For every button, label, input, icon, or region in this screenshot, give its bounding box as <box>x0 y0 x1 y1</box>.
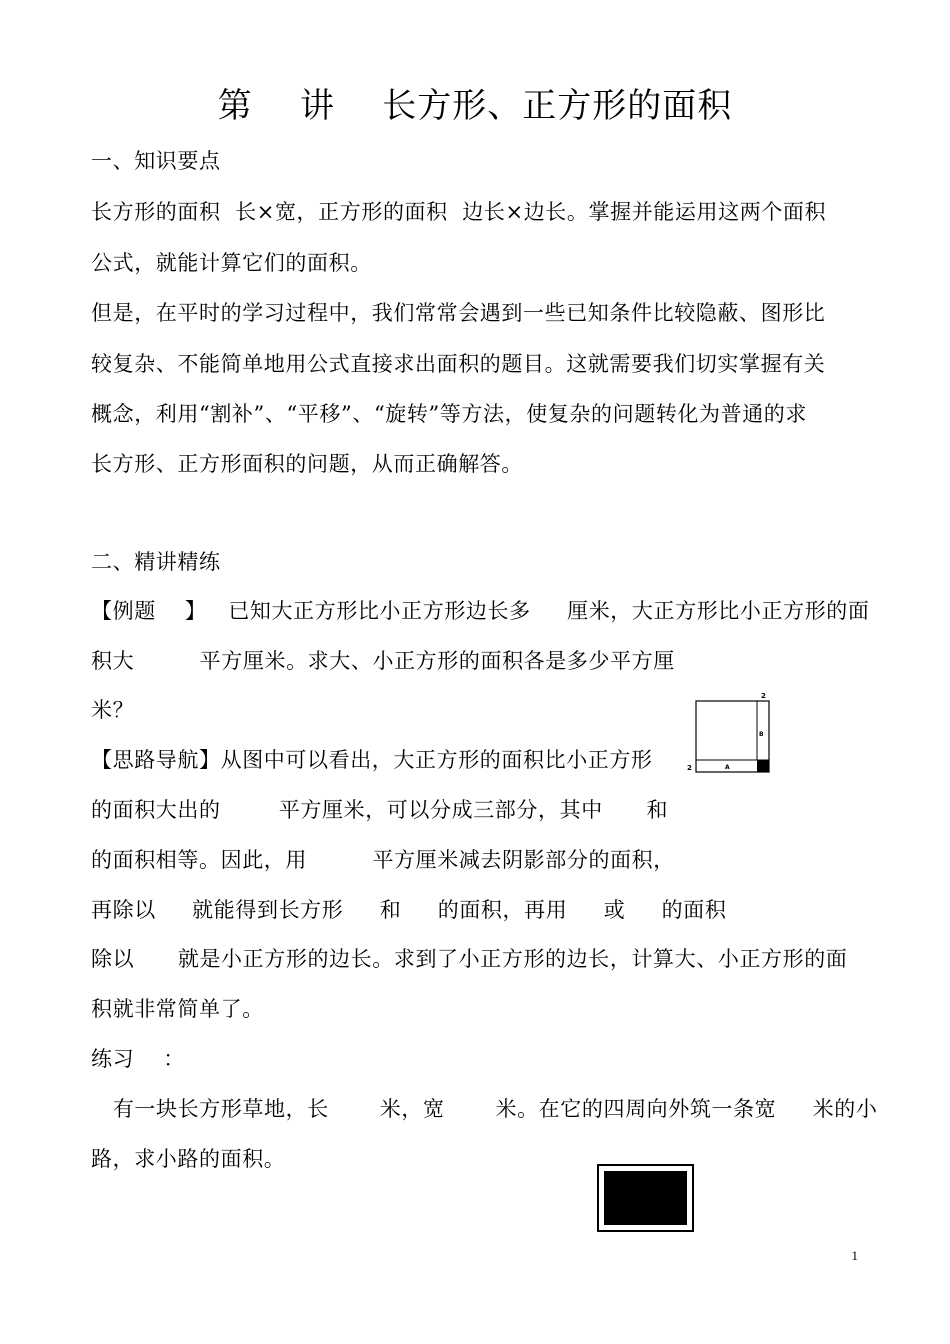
paragraph-line: 长方形、正方形面积的问题，从而正确解答。 <box>91 452 523 476</box>
practice-line: 路，求小路的面积。 <box>91 1147 286 1171</box>
hint-line: 的面积相等。因此，用 平方厘米减去阴影部分的面积， <box>91 848 675 872</box>
example-line: 米？ <box>91 698 135 722</box>
small-square <box>696 701 757 760</box>
hint-line: 积就非常简单了。 <box>91 997 264 1021</box>
lawn-diagram <box>596 1163 696 1233</box>
page-title: 第 讲 长方形、正方形的面积 <box>217 86 733 126</box>
figure-label-left: 2 <box>687 764 692 772</box>
hint-line: 的面积大出的 平方厘米，可以分成三部分，其中 和 <box>91 798 669 822</box>
paragraph-line: 但是，在平时的学习过程中，我们常常会遇到一些已知条件比较隐蔽、图形比 <box>91 301 826 325</box>
shaded-corner <box>757 760 769 772</box>
section-heading-knowledge: 一、知识要点 <box>91 149 221 173</box>
figure-label-a: A <box>725 764 730 771</box>
paragraph-line: 概念，利用“割补”、“平移”、“旋转”等方法，使复杂的问题转化为普通的求 <box>91 402 808 426</box>
hint-line: 【思路导航】从图中可以看出，大正方形的面积比小正方形 <box>91 748 653 772</box>
practice-line: 有一块长方形草地，长 米，宽 米。在它的四周向外筑一条宽 米的小 <box>91 1097 878 1121</box>
example-line: 【例题 】 已知大正方形比小正方形边长多 厘米，大正方形比小正方形的面 <box>91 599 870 623</box>
page-number: 1 <box>851 1248 858 1263</box>
hint-line: 除以 就是小正方形的边长。求到了小正方形的边长，计算大、小正方形的面 <box>91 947 848 971</box>
section-heading-practice: 二、精讲精练 <box>91 550 221 574</box>
lawn-rectangle <box>604 1171 687 1225</box>
figure-label-top: 2 <box>761 692 766 700</box>
example-line: 积大 平方厘米。求大、小正方形的面积各是多少平方厘 <box>91 649 675 673</box>
paragraph-line: 公式，就能计算它们的面积。 <box>91 251 372 275</box>
figure-label-b: B <box>759 731 764 738</box>
practice-label: 练习 ： <box>91 1047 185 1071</box>
paragraph-line: 长方形的面积 长×宽，正方形的面积 边长×边长。掌握并能运用这两个面积 <box>91 200 827 224</box>
squares-diagram <box>682 688 778 780</box>
hint-line: 再除以 就能得到长方形 和 的面积，再用 或 的面积 <box>91 898 727 922</box>
paragraph-line: 较复杂、不能简单地用公式直接求出面积的题目。这就需要我们切实掌握有关 <box>91 352 826 376</box>
